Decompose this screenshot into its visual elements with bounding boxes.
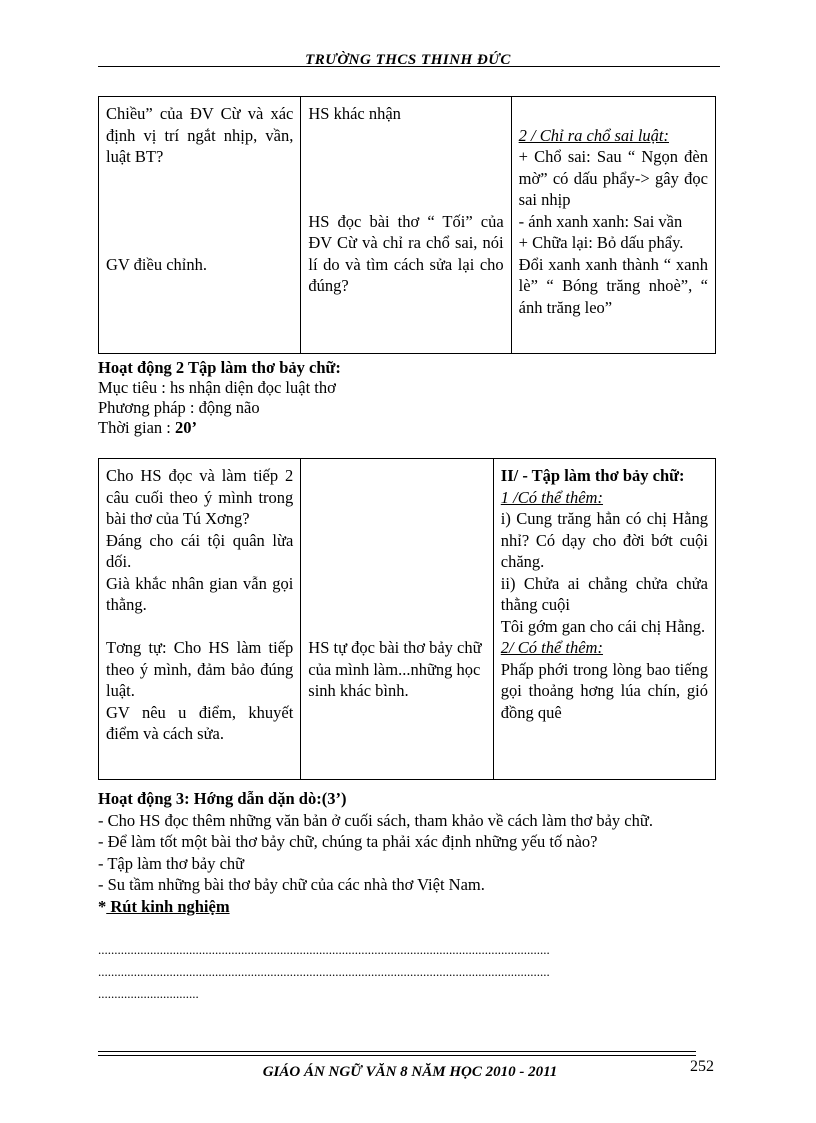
activity3-title: Hoạt động 3: Hớng dẫn dặn dò:(3’) <box>98 789 347 808</box>
table1-col3-text: + Chổ sai: Sau “ Ngọn đèn mờ” có dấu phẩy-> gây đọc sai nhịp <box>518 147 708 209</box>
footer-rule <box>98 1051 696 1052</box>
table1-col3-text: Đổi xanh xanh thành “ xanh lè” “ Bóng trăng nhoè”, “ ánh trăng leo” <box>518 254 708 317</box>
table1-col3-text: - ánh xanh xanh: Sai vần <box>518 211 683 231</box>
table1-col3-text: + Chữa lại: Bỏ dấu phẩy. <box>518 233 684 252</box>
activity2-time-value: 20’ <box>175 418 198 437</box>
experience-line: ............................... <box>98 986 199 1001</box>
activity2-goal: Mục tiêu : hs nhận diện đọc luật thơ <box>98 378 336 397</box>
table2-col3-text: Phấp phới trong lòng bao tiếng gọi thoảng hơng lúa chín, gió đồng quê <box>500 659 708 722</box>
activity2-title: Hoạt động 2 Tập làm thơ bảy chữ: <box>98 358 341 377</box>
header-rule <box>98 66 720 67</box>
table1-col1-text: GV điều chỉnh. <box>106 254 207 274</box>
table2-col3-sub2: 2/ Có thể thêm: <box>500 638 603 657</box>
table1-col3-heading: 2 / Chỉ ra chổ sai luật: <box>518 125 669 145</box>
table2-col3-text: Tôi gớm gan cho cái chị Hằng. <box>500 616 706 636</box>
activity2-method: Phương pháp : động não <box>98 398 260 417</box>
table2-col1-text: GV nêu u điểm, khuyết điểm và cách sửa. <box>106 702 294 743</box>
experience-line: ........................................................................................................................................... <box>98 942 550 957</box>
table2-col1-text: Đáng cho cái tội quân lừa dối. <box>106 530 294 571</box>
table1-col1-text: Chiều” của ĐV Cừ và xác định vị trí ngắt nhịp, vần, luật BT? <box>106 104 294 166</box>
table1-teacher-cell <box>99 97 301 354</box>
activity3-item: - Cho HS đọc thêm những văn bản ở cuối sách, tham khảo về cách làm thơ bảy chữ. <box>98 810 653 830</box>
header-school-name: TRƯỜNG THCS THINH ĐỨC <box>305 52 511 68</box>
table2-col3-text: i) Cung trăng hẳn có chị Hằng nhỉ? Có dạy cho đời bớt cuội chăng. <box>500 509 708 571</box>
table2-col2-text: HS tự đọc bài thơ bảy chữ của mình làm...những học sinh khác bình. <box>308 638 482 700</box>
table2-col1-text: Cho HS đọc và làm tiếp 2 câu cuối theo ý mình trong bài thơ của Tú Xơng? <box>106 466 294 528</box>
activity3-item: - Tập làm thơ bảy chữ <box>98 853 245 873</box>
lesson-table-1 <box>98 96 716 354</box>
experience-line: ........................................................................................................................................... <box>98 964 550 979</box>
activity3-item: - Để làm tốt một bài thơ bảy chữ, chúng ta phải xác định những yếu tố nào? <box>98 832 598 851</box>
table1-student-cell <box>301 97 511 354</box>
page-number: 252 <box>690 1058 714 1075</box>
footer-title: GIÁO ÁN NGỮ VĂN 8 NĂM HỌC 2010 - 2011 <box>262 1064 558 1080</box>
table2-col3-title: II/ - Tập làm thơ bảy chữ: <box>500 466 685 485</box>
activity3-block <box>98 788 718 917</box>
activity3-item: - Su tầm những bài thơ bảy chữ của các nhà thơ Việt Nam. <box>98 875 485 894</box>
table1-col2-text: HS khác nhận <box>308 104 401 123</box>
table2-content-cell <box>493 459 715 780</box>
activity2-time-label: Thời gian : <box>98 418 176 437</box>
table2-col3-text: ii) Chửa ai chẳng chửa chửa thằng cuội <box>500 573 708 614</box>
experience-star: * <box>98 896 107 916</box>
lesson-table-2 <box>98 458 716 780</box>
table1-content-cell <box>511 97 715 354</box>
table2-student-cell <box>301 459 494 780</box>
experience-title-text: Rút kinh nghiệm <box>106 896 230 916</box>
activity2-block <box>98 358 341 438</box>
footer-rule <box>98 1055 696 1056</box>
table2-col1-text: Tơng tự: Cho HS làm tiếp theo ý mình, đảm bảo đúng luật. <box>106 638 294 700</box>
experience-title <box>98 896 718 918</box>
activity2-time <box>98 418 341 438</box>
table1-col2-text: HS đọc bài thơ “ Tối” của ĐV Cừ và chỉ ra chổ sai, nói lí do và tìm cách sửa lại cho đúng? <box>308 211 504 295</box>
table2-teacher-cell <box>99 459 301 780</box>
table2-col3-sub1: 1 /Có thể thêm: <box>500 487 603 507</box>
table2-col1-text: Già khắc nhân gian vẫn gọi thằng. <box>106 573 294 614</box>
